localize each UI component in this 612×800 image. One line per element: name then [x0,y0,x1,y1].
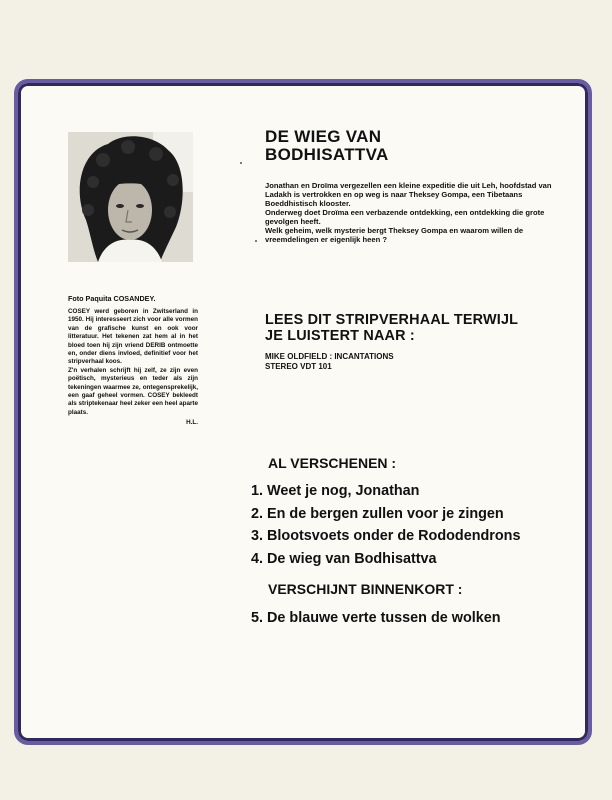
record-title: MIKE OLDFIELD : INCANTATIONS [265,352,394,361]
author-bio [68,308,198,428]
item-title: En de bergen zullen voor je zingen [267,505,504,522]
bio-initials: H.L. [186,419,198,427]
item-number: 4. [251,550,264,567]
upcoming-item [251,610,501,626]
print-speck [255,240,257,242]
item-number: 2. [251,505,264,522]
item-number: 3. [251,528,264,544]
album-title [265,128,389,164]
published-heading: AL VERSCHENEN : [268,455,397,471]
bio-paragraph: Z'n verhalen schrijft hij zelf, ze zijn even poëtisch, mysterieus en teder als zijn tekeningen waarmee ze, ontegensprekelijk, een gaaf geheel vormen. COSEY bekleedt als striptekenaar heel zeker een heel aparte plaats. [68,366,198,416]
music-heading [265,312,518,344]
item-number: 1. [251,483,264,499]
published-item [251,483,520,506]
print-speck [240,162,242,164]
item-number: 5. [251,610,264,626]
synopsis-paragraph: Welk geheim, welk mysterie bergt Theksey Gompa en waarom willen de vreemdelingen er eigenlijk heen ? [265,226,524,244]
item-title: De blauwe verte tussen de wolken [267,610,501,626]
item-title: Weet je nog, Jonathan [267,483,420,499]
published-item [251,506,520,529]
album-title-line: BODHISATTVA [265,145,389,164]
synopsis-paragraph: Jonathan en Droïma vergezellen een kleine expeditie die uit Leh, hoofdstad van Ladakh is vertrokken en op weg is naar Theksey Gompa, een Tibetaans Boeddhistisch klooster. [265,181,552,208]
published-item [251,528,520,551]
photo-credit: Foto Paquita COSANDEY. [68,294,156,303]
published-item [251,551,520,574]
record-catalog: STEREO VDT 101 [265,362,332,371]
bio-paragraph: COSEY werd geboren in Zwitserland in 1950. Hij interesseert zich voor alle vormen van de grafische kunst en ook voor litteratuur. Het tekenen zat hem al in het bloed toen hij zijn vriend DERIB ontmoette en, onder diens invloed, definitief voor het stripverhaal koos. [68,308,198,366]
item-title: Blootsvoets onder de Rododendrons [267,528,521,544]
upcoming-heading: VERSCHIJNT BINNENKORT : [268,581,463,597]
music-heading-line: JE LUISTERT NAAR : [265,328,415,344]
music-record [265,352,394,372]
author-photo [68,132,193,262]
music-heading-line: LEES DIT STRIPVERHAAL TERWIJL [265,312,519,328]
item-title: De wieg van Bodhisattva [267,550,437,567]
published-list [251,483,520,573]
synopsis-paragraph: Onderweg doet Droïma een verbazende ontdekking, een ontdekking die grote gevolgen heeft. [265,208,545,226]
album-synopsis [265,181,555,244]
album-title-line: DE WIEG VAN [265,127,382,146]
